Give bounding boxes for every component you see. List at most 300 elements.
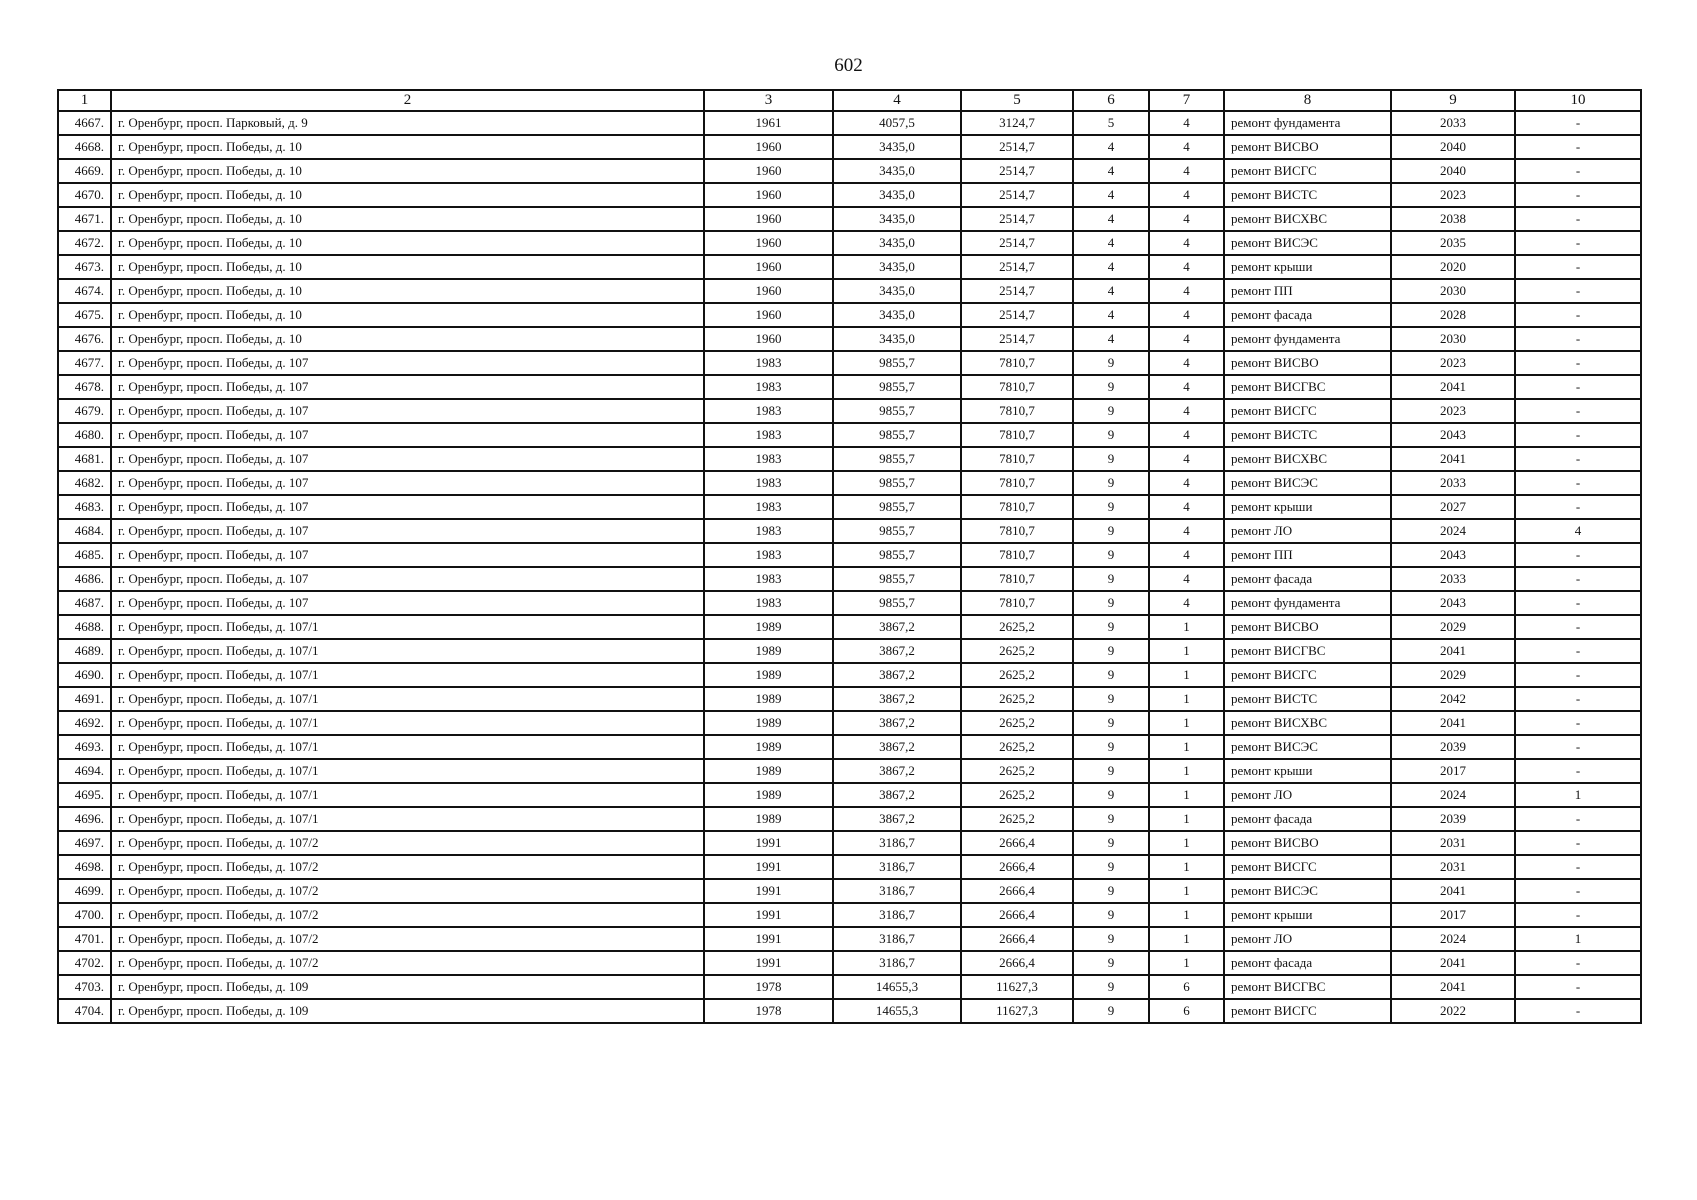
table-cell: 7810,7 [961, 399, 1073, 423]
table-cell: 9 [1073, 783, 1149, 807]
table-cell: 4 [1149, 399, 1224, 423]
table-cell: 2666,4 [961, 903, 1073, 927]
table-cell: 2038 [1391, 207, 1515, 231]
table-cell: ремонт фундамента [1224, 111, 1391, 135]
table-cell: 4681. [58, 447, 111, 471]
table-cell: 5 [1073, 111, 1149, 135]
table-cell: г. Оренбург, просп. Победы, д. 107 [111, 447, 704, 471]
table-cell: 2043 [1391, 543, 1515, 567]
table-row [58, 471, 1641, 495]
table-cell: 9855,7 [833, 471, 961, 495]
column-header: 7 [1149, 90, 1224, 111]
table-cell: 4679. [58, 399, 111, 423]
table-cell: ремонт ВИСВО [1224, 615, 1391, 639]
table-cell: 9 [1073, 831, 1149, 855]
table-cell: ремонт ВИСЭС [1224, 231, 1391, 255]
table-cell: 2625,2 [961, 783, 1073, 807]
table-cell: г. Оренбург, просп. Победы, д. 107/1 [111, 807, 704, 831]
table-cell: 9855,7 [833, 399, 961, 423]
table-cell: 4 [1149, 135, 1224, 159]
table-cell: ремонт ПП [1224, 543, 1391, 567]
table-row [58, 711, 1641, 735]
table-cell: ремонт ВИСГВС [1224, 639, 1391, 663]
table-cell: г. Оренбург, просп. Победы, д. 10 [111, 135, 704, 159]
table-cell: - [1515, 879, 1641, 903]
table-cell: 7810,7 [961, 591, 1073, 615]
table-cell: 4670. [58, 183, 111, 207]
table-cell: 9 [1073, 711, 1149, 735]
table-cell: 4694. [58, 759, 111, 783]
table-cell: 4 [1515, 519, 1641, 543]
table-cell: 2625,2 [961, 759, 1073, 783]
table-cell: 1 [1149, 855, 1224, 879]
table-cell: 1 [1149, 735, 1224, 759]
table-cell: - [1515, 543, 1641, 567]
table-cell: 4057,5 [833, 111, 961, 135]
table-cell: ремонт ВИСЭС [1224, 735, 1391, 759]
table-cell: 4673. [58, 255, 111, 279]
table-cell: 9 [1073, 351, 1149, 375]
table-row [58, 783, 1641, 807]
table-cell: ремонт ВИСХВС [1224, 447, 1391, 471]
table-cell: 1991 [704, 927, 833, 951]
table-cell: ремонт ВИСГВС [1224, 975, 1391, 999]
table-cell: - [1515, 327, 1641, 351]
table-cell: 4677. [58, 351, 111, 375]
table-cell: 2514,7 [961, 231, 1073, 255]
table-row [58, 855, 1641, 879]
table-cell: 4675. [58, 303, 111, 327]
table-cell: 14655,3 [833, 999, 961, 1023]
table-cell: 4684. [58, 519, 111, 543]
table-cell: 4691. [58, 687, 111, 711]
table-cell: 1991 [704, 831, 833, 855]
table-cell: 3867,2 [833, 639, 961, 663]
table-cell: г. Оренбург, просп. Победы, д. 10 [111, 279, 704, 303]
table-row [58, 135, 1641, 159]
table-cell: 1 [1149, 927, 1224, 951]
table-cell: 4 [1149, 375, 1224, 399]
table-cell: 9 [1073, 423, 1149, 447]
table-cell: 9 [1073, 567, 1149, 591]
table-row [58, 759, 1641, 783]
table-cell: 4 [1149, 471, 1224, 495]
table-cell: г. Оренбург, просп. Победы, д. 10 [111, 231, 704, 255]
table-cell: - [1515, 471, 1641, 495]
table-cell: - [1515, 423, 1641, 447]
table-cell: 2039 [1391, 807, 1515, 831]
table-cell: 9855,7 [833, 543, 961, 567]
table-cell: 1983 [704, 495, 833, 519]
table-cell: 1983 [704, 447, 833, 471]
table-cell: 4700. [58, 903, 111, 927]
table-cell: 4 [1149, 279, 1224, 303]
table-cell: ремонт ВИСГС [1224, 855, 1391, 879]
table-cell: 3867,2 [833, 663, 961, 687]
table-cell: ремонт ПП [1224, 279, 1391, 303]
table-cell: г. Оренбург, просп. Победы, д. 109 [111, 975, 704, 999]
table-cell: 2514,7 [961, 303, 1073, 327]
table-cell: г. Оренбург, просп. Победы, д. 107/2 [111, 903, 704, 927]
table-cell: - [1515, 375, 1641, 399]
table-row [58, 303, 1641, 327]
table-cell: - [1515, 159, 1641, 183]
table-cell: 1989 [704, 639, 833, 663]
table-cell: 9855,7 [833, 351, 961, 375]
table-cell: 2027 [1391, 495, 1515, 519]
table-cell: ремонт ВИСТС [1224, 423, 1391, 447]
table-cell: - [1515, 711, 1641, 735]
table-cell: 4692. [58, 711, 111, 735]
page-number: 602 [834, 55, 863, 76]
table-cell: 2043 [1391, 423, 1515, 447]
table-row [58, 663, 1641, 687]
table-cell: - [1515, 495, 1641, 519]
table-row [58, 495, 1641, 519]
table-cell: 2625,2 [961, 807, 1073, 831]
registry-table [57, 89, 1642, 1024]
table-row [58, 399, 1641, 423]
table-cell: 3867,2 [833, 687, 961, 711]
table-cell: 1960 [704, 231, 833, 255]
table-cell: 4682. [58, 471, 111, 495]
table-cell: 4 [1149, 327, 1224, 351]
table-cell: 2514,7 [961, 327, 1073, 351]
table-cell: 9 [1073, 591, 1149, 615]
table-row [58, 951, 1641, 975]
table-cell: 2514,7 [961, 279, 1073, 303]
table-cell: - [1515, 687, 1641, 711]
table-cell: 2042 [1391, 687, 1515, 711]
table-cell: 4 [1073, 159, 1149, 183]
table-cell: 2031 [1391, 831, 1515, 855]
table-cell: 4 [1073, 255, 1149, 279]
table-cell: 1 [1149, 783, 1224, 807]
table-cell: - [1515, 303, 1641, 327]
table-cell: 2033 [1391, 471, 1515, 495]
table-cell: ремонт фундамента [1224, 327, 1391, 351]
table-cell: 1978 [704, 975, 833, 999]
table-cell: 1 [1149, 711, 1224, 735]
table-cell: 2666,4 [961, 927, 1073, 951]
table-row [58, 879, 1641, 903]
table-cell: г. Оренбург, просп. Победы, д. 107/2 [111, 831, 704, 855]
table-cell: 1991 [704, 855, 833, 879]
table-cell: 1 [1515, 783, 1641, 807]
table-cell: 1989 [704, 759, 833, 783]
table-cell: 9 [1073, 471, 1149, 495]
table-cell: 4676. [58, 327, 111, 351]
table-cell: 2041 [1391, 375, 1515, 399]
table-cell: 3867,2 [833, 759, 961, 783]
table-cell: ремонт ВИСГС [1224, 159, 1391, 183]
column-header: 9 [1391, 90, 1515, 111]
table-cell: 2022 [1391, 999, 1515, 1023]
table-row [58, 207, 1641, 231]
table-cell: 1989 [704, 663, 833, 687]
table-cell: 1 [1149, 951, 1224, 975]
table-cell: ремонт ВИСВО [1224, 135, 1391, 159]
table-cell: 4702. [58, 951, 111, 975]
table-cell: 2041 [1391, 711, 1515, 735]
table-cell: 3186,7 [833, 879, 961, 903]
table-cell: 4 [1149, 495, 1224, 519]
table-cell: 4 [1073, 279, 1149, 303]
column-header: 6 [1073, 90, 1149, 111]
table-cell: 4 [1073, 207, 1149, 231]
table-cell: 9 [1073, 927, 1149, 951]
table-cell: - [1515, 735, 1641, 759]
table-cell: 9855,7 [833, 495, 961, 519]
table-cell: г. Оренбург, просп. Победы, д. 109 [111, 999, 704, 1023]
table-cell: 4669. [58, 159, 111, 183]
table-cell: - [1515, 951, 1641, 975]
table-row [58, 159, 1641, 183]
table-row [58, 183, 1641, 207]
table-cell: 11627,3 [961, 975, 1073, 999]
table-cell: 4696. [58, 807, 111, 831]
table-cell: 7810,7 [961, 471, 1073, 495]
table-cell: г. Оренбург, просп. Победы, д. 107/1 [111, 711, 704, 735]
table-cell: 2017 [1391, 903, 1515, 927]
table-cell: 4703. [58, 975, 111, 999]
table-cell: ремонт ЛО [1224, 783, 1391, 807]
table-cell: 9855,7 [833, 375, 961, 399]
table-cell: ремонт крыши [1224, 903, 1391, 927]
table-cell: 9 [1073, 399, 1149, 423]
table-cell: 1989 [704, 711, 833, 735]
table-cell: 2625,2 [961, 735, 1073, 759]
table-row [58, 351, 1641, 375]
table-cell: 4674. [58, 279, 111, 303]
table-cell: 3435,0 [833, 303, 961, 327]
table-cell: г. Оренбург, просп. Победы, д. 107 [111, 375, 704, 399]
table-cell: 4 [1149, 255, 1224, 279]
table-cell: 2514,7 [961, 183, 1073, 207]
table-cell: 9 [1073, 975, 1149, 999]
table-cell: 7810,7 [961, 519, 1073, 543]
table-row [58, 423, 1641, 447]
table-cell: 1983 [704, 519, 833, 543]
table-cell: 2041 [1391, 879, 1515, 903]
table-cell: 4 [1149, 351, 1224, 375]
table-cell: 2043 [1391, 591, 1515, 615]
table-cell: 1 [1149, 879, 1224, 903]
table-cell: 1960 [704, 279, 833, 303]
table-cell: 6 [1149, 999, 1224, 1023]
table-cell: 4 [1149, 111, 1224, 135]
table-cell: 2625,2 [961, 639, 1073, 663]
column-header: 1 [58, 90, 111, 111]
column-header: 10 [1515, 90, 1641, 111]
table-cell: ремонт ВИСХВС [1224, 207, 1391, 231]
table-cell: г. Оренбург, просп. Победы, д. 107/2 [111, 927, 704, 951]
column-header: 4 [833, 90, 961, 111]
table-cell: 1983 [704, 375, 833, 399]
table-row [58, 735, 1641, 759]
table-cell: 3867,2 [833, 615, 961, 639]
table-cell: ремонт крыши [1224, 759, 1391, 783]
table-cell: 4698. [58, 855, 111, 879]
table-cell: - [1515, 903, 1641, 927]
table-cell: 1 [1149, 903, 1224, 927]
table-cell: г. Оренбург, просп. Победы, д. 107 [111, 495, 704, 519]
header-row [58, 90, 1641, 111]
table-cell: ремонт фундамента [1224, 591, 1391, 615]
table-cell: 1960 [704, 327, 833, 351]
table-cell: 4685. [58, 543, 111, 567]
table-cell: 3435,0 [833, 279, 961, 303]
table-cell: ремонт ВИСВО [1224, 351, 1391, 375]
table-cell: 9 [1073, 687, 1149, 711]
table-cell: г. Оренбург, просп. Победы, д. 10 [111, 327, 704, 351]
table-cell: - [1515, 135, 1641, 159]
table-cell: г. Оренбург, просп. Победы, д. 10 [111, 207, 704, 231]
table-cell: 2514,7 [961, 255, 1073, 279]
table-cell: 9 [1073, 615, 1149, 639]
table-cell: 14655,3 [833, 975, 961, 999]
table-cell: 4 [1073, 327, 1149, 351]
table-cell: - [1515, 183, 1641, 207]
table-cell: 3186,7 [833, 951, 961, 975]
table-cell: г. Оренбург, просп. Победы, д. 107/1 [111, 687, 704, 711]
table-cell: г. Оренбург, просп. Победы, д. 107/2 [111, 951, 704, 975]
table-cell: - [1515, 855, 1641, 879]
table-cell: 9 [1073, 951, 1149, 975]
table-row [58, 567, 1641, 591]
table-cell: 9 [1073, 879, 1149, 903]
table-cell: г. Оренбург, просп. Победы, д. 107/2 [111, 855, 704, 879]
table-cell: 4 [1149, 183, 1224, 207]
table-cell: 1989 [704, 735, 833, 759]
table-cell: 2666,4 [961, 879, 1073, 903]
table-cell: ремонт ВИСГС [1224, 663, 1391, 687]
table-cell: 2030 [1391, 279, 1515, 303]
table-row [58, 903, 1641, 927]
table-cell: 2023 [1391, 351, 1515, 375]
table-cell: 1960 [704, 255, 833, 279]
table-row [58, 975, 1641, 999]
table-cell: 4 [1073, 183, 1149, 207]
table-cell: 1 [1149, 807, 1224, 831]
table-cell: 1 [1149, 615, 1224, 639]
table-cell: ремонт крыши [1224, 255, 1391, 279]
table-cell: 4 [1149, 231, 1224, 255]
table-cell: 1983 [704, 471, 833, 495]
table-cell: 9 [1073, 807, 1149, 831]
table-cell: - [1515, 807, 1641, 831]
table-row [58, 519, 1641, 543]
table-cell: 1983 [704, 567, 833, 591]
table-row [58, 999, 1641, 1023]
table-cell: 4 [1149, 303, 1224, 327]
table-cell: 9855,7 [833, 567, 961, 591]
table-cell: 9 [1073, 999, 1149, 1023]
table-cell: 3867,2 [833, 807, 961, 831]
table-cell: г. Оренбург, просп. Победы, д. 10 [111, 255, 704, 279]
table-row [58, 543, 1641, 567]
table-cell: 7810,7 [961, 495, 1073, 519]
table-cell: 1991 [704, 903, 833, 927]
table-cell: 1989 [704, 687, 833, 711]
column-header: 3 [704, 90, 833, 111]
table-cell: 1 [1149, 687, 1224, 711]
table-cell: 3867,2 [833, 735, 961, 759]
table-cell: 1989 [704, 783, 833, 807]
table-row [58, 591, 1641, 615]
table-cell: 2041 [1391, 447, 1515, 471]
table-cell: ремонт ЛО [1224, 927, 1391, 951]
table-cell: 4 [1149, 519, 1224, 543]
table-cell: 4687. [58, 591, 111, 615]
table-cell: ремонт ВИСТС [1224, 687, 1391, 711]
table-cell: - [1515, 639, 1641, 663]
table-cell: ремонт фасада [1224, 951, 1391, 975]
table-cell: 2514,7 [961, 159, 1073, 183]
table-cell: 2514,7 [961, 135, 1073, 159]
table-cell: 4 [1149, 591, 1224, 615]
table-cell: 2033 [1391, 111, 1515, 135]
table-cell: г. Оренбург, просп. Победы, д. 10 [111, 303, 704, 327]
table-cell: 6 [1149, 975, 1224, 999]
table-cell: 9 [1073, 903, 1149, 927]
table-row [58, 231, 1641, 255]
table-cell: г. Оренбург, просп. Победы, д. 107/1 [111, 615, 704, 639]
table-cell: 9855,7 [833, 519, 961, 543]
table-cell: - [1515, 447, 1641, 471]
column-header: 8 [1224, 90, 1391, 111]
table-cell: 2017 [1391, 759, 1515, 783]
table-cell: ремонт ВИСЭС [1224, 879, 1391, 903]
table-cell: - [1515, 279, 1641, 303]
table-cell: - [1515, 255, 1641, 279]
table-cell: 9 [1073, 735, 1149, 759]
table-cell: 4695. [58, 783, 111, 807]
table-cell: 2041 [1391, 951, 1515, 975]
table-cell: 4678. [58, 375, 111, 399]
table-cell: 1960 [704, 159, 833, 183]
table-cell: 7810,7 [961, 375, 1073, 399]
table-cell: 7810,7 [961, 447, 1073, 471]
table-cell: г. Оренбург, просп. Победы, д. 107/2 [111, 879, 704, 903]
table-cell: 4668. [58, 135, 111, 159]
table-cell: ремонт ВИСХВС [1224, 711, 1391, 735]
table-cell: г. Оренбург, просп. Победы, д. 107/1 [111, 663, 704, 687]
table-cell: 2041 [1391, 975, 1515, 999]
table-cell: 2033 [1391, 567, 1515, 591]
table-cell: 3186,7 [833, 903, 961, 927]
table-cell: 1983 [704, 399, 833, 423]
table-cell: - [1515, 351, 1641, 375]
table-cell: 2625,2 [961, 687, 1073, 711]
table-cell: 4686. [58, 567, 111, 591]
table-cell: 1 [1149, 639, 1224, 663]
table-cell: - [1515, 111, 1641, 135]
table-cell: 2666,4 [961, 951, 1073, 975]
table-row [58, 279, 1641, 303]
table-cell: - [1515, 759, 1641, 783]
table-cell: 2028 [1391, 303, 1515, 327]
table-cell: 1 [1149, 831, 1224, 855]
table-cell: 7810,7 [961, 567, 1073, 591]
table-cell: г. Оренбург, просп. Победы, д. 107 [111, 471, 704, 495]
table-cell: - [1515, 399, 1641, 423]
table-cell: 4671. [58, 207, 111, 231]
table-cell: 1960 [704, 135, 833, 159]
table-cell: 9 [1073, 663, 1149, 687]
table-cell: 2023 [1391, 183, 1515, 207]
table-cell: 9855,7 [833, 591, 961, 615]
